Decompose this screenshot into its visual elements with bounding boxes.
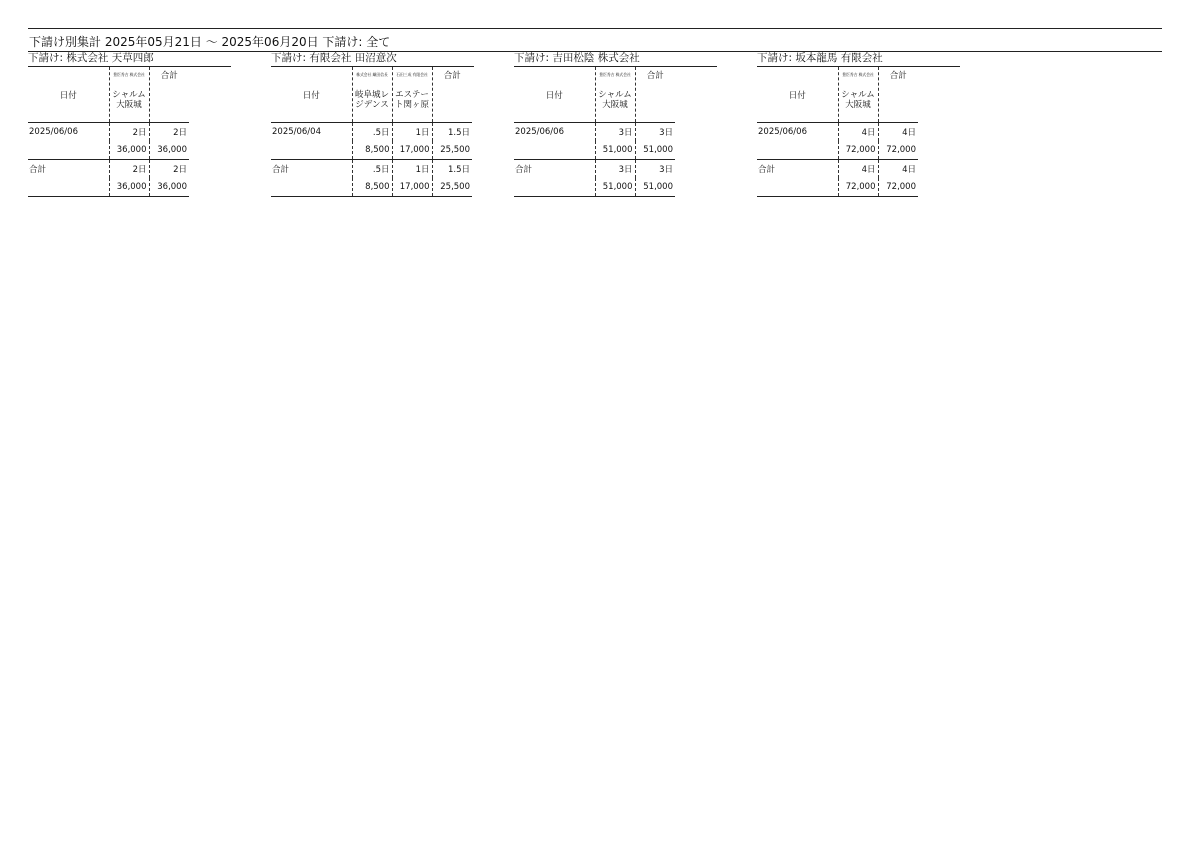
days-total-cell: 1.5日 bbox=[432, 123, 472, 142]
row-label: 合計 bbox=[28, 160, 109, 179]
site-client: 株式会社 織田信長 bbox=[356, 72, 388, 77]
table-row bbox=[757, 160, 918, 179]
days-cell: 4日 bbox=[838, 160, 878, 179]
site-name: シャルム大阪城 bbox=[598, 90, 632, 110]
amount-cell: 17,000 bbox=[392, 141, 432, 160]
total-header-cell bbox=[432, 67, 472, 123]
subcontractor-block bbox=[757, 52, 960, 197]
days-cell: 1日 bbox=[392, 160, 432, 179]
table-row-amounts bbox=[757, 178, 918, 197]
days-total-cell: 4日 bbox=[878, 160, 918, 179]
empty-cell bbox=[514, 178, 595, 197]
days-cell: .5日 bbox=[352, 160, 392, 179]
table-row bbox=[28, 160, 189, 179]
days-cell: 3日 bbox=[595, 123, 635, 142]
days-total-cell: 2日 bbox=[149, 160, 189, 179]
total-header-cell bbox=[878, 67, 918, 123]
days-total-cell: 3日 bbox=[635, 123, 675, 142]
amount-total-cell: 72,000 bbox=[878, 178, 918, 197]
site-name: 岐阜城レジデンス bbox=[354, 90, 389, 110]
top-rule bbox=[28, 28, 1162, 29]
table-row bbox=[514, 160, 675, 179]
empty-cell bbox=[757, 141, 838, 160]
total-header: 合計 bbox=[443, 71, 461, 81]
days-total-cell: 3日 bbox=[635, 160, 675, 179]
row-label: 合計 bbox=[514, 160, 595, 179]
amount-cell: 51,000 bbox=[595, 141, 635, 160]
site-name: シャルム大阪城 bbox=[112, 90, 146, 110]
amount-total-cell: 72,000 bbox=[878, 141, 918, 160]
empty-cell bbox=[28, 141, 109, 160]
days-cell: 1日 bbox=[392, 123, 432, 142]
empty-cell bbox=[271, 178, 352, 197]
total-header-cell bbox=[635, 67, 675, 123]
days-cell: 4日 bbox=[838, 123, 878, 142]
table-row bbox=[271, 160, 472, 179]
row-label: 2025/06/06 bbox=[514, 123, 595, 142]
table-row-amounts bbox=[514, 141, 675, 160]
summary-table bbox=[271, 67, 472, 197]
table-row-amounts bbox=[271, 141, 472, 160]
amount-cell: 51,000 bbox=[595, 178, 635, 197]
amount-cell: 36,000 bbox=[109, 141, 149, 160]
site-name: エステート関ヶ原 bbox=[394, 90, 429, 110]
days-total-cell: 4日 bbox=[878, 123, 918, 142]
table-row-amounts bbox=[514, 178, 675, 197]
amount-cell: 8,500 bbox=[352, 178, 392, 197]
subcontractor-title: 下請け: 吉田松陰 株式会社 bbox=[514, 52, 717, 67]
subcontractor-title: 下請け: 坂本龍馬 有限会社 bbox=[757, 52, 960, 67]
table-row-amounts bbox=[28, 141, 189, 160]
site-client: 豊臣秀吉 株式会社 bbox=[599, 72, 631, 77]
amount-total-cell: 36,000 bbox=[149, 141, 189, 160]
table-row-amounts bbox=[271, 178, 472, 197]
amount-cell: 8,500 bbox=[352, 141, 392, 160]
subcontractor-block bbox=[28, 52, 231, 197]
site-header bbox=[392, 67, 432, 123]
empty-cell bbox=[514, 141, 595, 160]
amount-cell: 36,000 bbox=[109, 178, 149, 197]
summary-table bbox=[28, 67, 189, 197]
amount-cell: 72,000 bbox=[838, 178, 878, 197]
site-client: 豊臣秀吉 株式会社 bbox=[842, 72, 874, 77]
table-row bbox=[757, 123, 918, 142]
date-header: 日付 bbox=[545, 90, 563, 101]
site-header bbox=[109, 67, 149, 123]
row-label: 2025/06/04 bbox=[271, 123, 352, 142]
total-header: 合計 bbox=[646, 71, 664, 81]
table-row bbox=[514, 123, 675, 142]
empty-cell bbox=[271, 141, 352, 160]
site-header bbox=[838, 67, 878, 123]
date-header: 日付 bbox=[788, 90, 806, 101]
amount-total-cell: 51,000 bbox=[635, 178, 675, 197]
amount-cell: 72,000 bbox=[838, 141, 878, 160]
subcontractor-title: 下請け: 有限会社 田沼意次 bbox=[271, 52, 474, 67]
site-name: シャルム大阪城 bbox=[841, 90, 875, 110]
site-client: 豊臣秀吉 株式会社 bbox=[113, 72, 145, 77]
summary-table bbox=[757, 67, 918, 197]
empty-cell bbox=[28, 178, 109, 197]
table-row bbox=[28, 123, 189, 142]
days-cell: .5日 bbox=[352, 123, 392, 142]
days-cell: 2日 bbox=[109, 123, 149, 142]
row-label: 2025/06/06 bbox=[757, 123, 838, 142]
amount-total-cell: 25,500 bbox=[432, 178, 472, 197]
date-header: 日付 bbox=[302, 90, 320, 101]
subcontractor-title: 下請け: 株式会社 天草四郎 bbox=[28, 52, 231, 67]
subcontractor-block bbox=[514, 52, 717, 197]
total-header-cell bbox=[149, 67, 189, 123]
total-header: 合計 bbox=[160, 71, 178, 81]
table-row-amounts bbox=[28, 178, 189, 197]
site-header bbox=[352, 67, 392, 123]
days-cell: 2日 bbox=[109, 160, 149, 179]
table-row bbox=[271, 123, 472, 142]
table-row-amounts bbox=[757, 141, 918, 160]
amount-total-cell: 25,500 bbox=[432, 141, 472, 160]
days-total-cell: 2日 bbox=[149, 123, 189, 142]
row-label: 合計 bbox=[271, 160, 352, 179]
amount-total-cell: 36,000 bbox=[149, 178, 189, 197]
site-header bbox=[595, 67, 635, 123]
empty-cell bbox=[757, 178, 838, 197]
days-total-cell: 1.5日 bbox=[432, 160, 472, 179]
row-label: 2025/06/06 bbox=[28, 123, 109, 142]
site-client: 石田三成 有限会社 bbox=[396, 72, 428, 77]
days-cell: 3日 bbox=[595, 160, 635, 179]
total-header: 合計 bbox=[889, 71, 907, 81]
subcontractor-block bbox=[271, 52, 474, 197]
row-label: 合計 bbox=[757, 160, 838, 179]
summary-table bbox=[514, 67, 675, 197]
amount-total-cell: 51,000 bbox=[635, 141, 675, 160]
report-title: 下請け別集計 2025年05月21日 〜 2025年06月20日 下請け: 全て bbox=[29, 35, 391, 49]
date-header: 日付 bbox=[59, 90, 77, 101]
amount-cell: 17,000 bbox=[392, 178, 432, 197]
